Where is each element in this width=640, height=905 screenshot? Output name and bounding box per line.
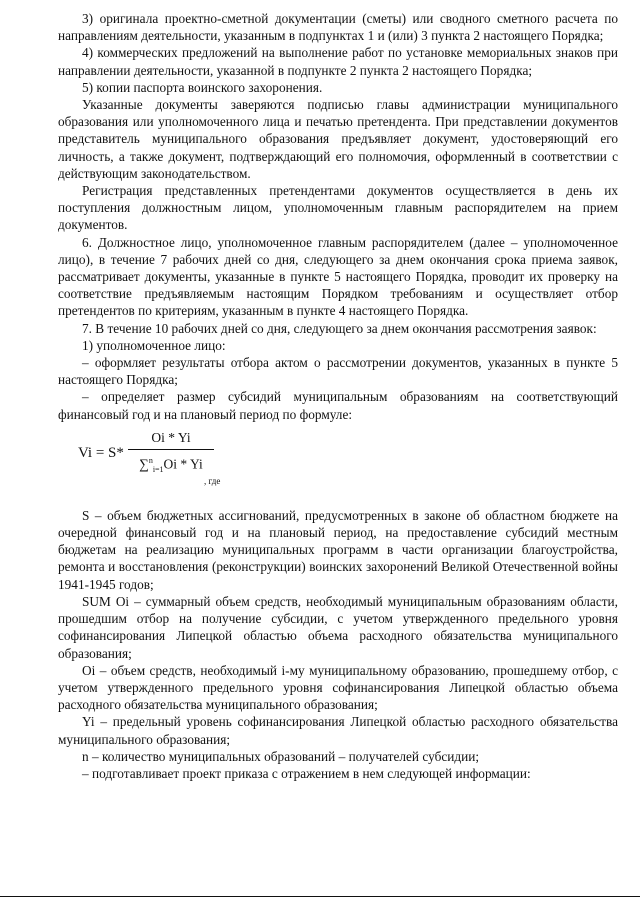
denominator-term: Oi * Yi xyxy=(163,456,203,472)
paragraph-authorized-person: 1) уполномоченное лицо: xyxy=(82,337,226,353)
sum-lower-limit: i=1 xyxy=(152,465,164,475)
paragraph-registration: Регистрация представленных претендентами документов осуществляется в день их поступления должностным лицом, уполномоченным главным распорядителем на прием документов. xyxy=(58,183,618,233)
formula-fraction xyxy=(128,429,214,479)
paragraph-item-4: 4) коммерческих предложений на выполнение работ по установке мемориальных знаков при направлении деятельности, указанной в подпункте 2 пункта 2 настоящего Порядка; xyxy=(58,45,618,78)
fraction-bar xyxy=(128,449,214,450)
paragraph-section-6: 6. Должностное лицо, уполномоченное главным распорядителем (далее – уполномоченное лицо), в течение 7 рабочих дней со дня, следующего за днем окончания срока приема заявок, рассматривает документы, указанные в пункте 5 настоящего Порядка, проводит их проверку на соответствие предъявляемым настоящим Порядком требованиям и осуществляет отбор претендентов по критериям, указанным в пункте 4 настоящего Порядка. xyxy=(58,234,618,319)
paragraph-certification: Указанные документы заверяются подписью главы администрации муниципального образования или уполномоченного лица и печатью претендента. При представлении документов представитель муниципального образования предъявляет документ, удостоверяющий его личность, а также документ, подтверждающий его полномочия, оформленный в соответствии с действующим законодательством. xyxy=(58,97,618,181)
sum-symbol: ∑ xyxy=(139,456,149,472)
formula-denominator xyxy=(128,452,214,479)
page-bottom-rule xyxy=(0,896,640,897)
document-page xyxy=(58,10,618,782)
definition-oi: Oi – объем средств, необходимый i-му муниципальному образованию, прошедшему отбор, с учетом утвержденного предельного уровня софинансирования Липецкой областью объема расходного обязательства муниципального образования; xyxy=(58,662,618,713)
formula-lhs: Vi = S* xyxy=(78,444,124,461)
paragraph-order-draft: – подготавливает проект приказа с отражением в нем следующей информации: xyxy=(82,765,531,781)
definition-n: n – количество муниципальных образований – получателей субсидии; xyxy=(82,748,480,764)
paragraph-item-5: 5) копии паспорта воинского захоронения. xyxy=(82,79,323,95)
paragraph-act: – оформляет результаты отбора актом о рассмотрении документов, указанных в пункте 5 настоящего Порядка; xyxy=(58,355,618,388)
definition-sum-oi: SUM Oi – суммарный объем средств, необходимый муниципальным образованиям области, прошедшим отбор на получение субсидии, с учетом утвержденного предельного уровня софинансирования Липецкой областью объема расходного обязательства муниципального образования; xyxy=(58,593,618,661)
paragraph-subsidy-size: – определяет размер субсидий муниципальным образованиям на соответствующий финансовый год и на плановый период по формуле: xyxy=(58,389,618,422)
formula-numerator: Oi * Yi xyxy=(151,429,191,445)
paragraph-section-7: 7. В течение 10 рабочих дней со дня, следующего за днем окончания рассмотрения заявок: xyxy=(82,320,597,336)
definition-s: S – объем бюджетных ассигнований, предусмотренных в законе об областном бюджете на очередной финансовый год и на плановый период, на предоставление субсидий местным бюджетам на реализацию муниципальных программ в части организации благоустройства, ремонта и восстановления (реконструкции) воинских захоронений Великой Отечественной войны 1941-1945 годов; xyxy=(58,507,618,592)
formula-suffix: , где xyxy=(204,475,221,486)
definition-yi: Yi – предельный уровень софинансирования Липецкой областью расходного обязательства муниципального образования; xyxy=(58,714,618,747)
paragraph-item-3: 3) оригинала проектно-сметной документации (сметы) или сводного сметного расчета по направлениям деятельности, указанным в подпунктах 1 и (или) 3 пункта 2 настоящего Порядка; xyxy=(58,11,618,44)
subsidy-formula xyxy=(58,429,618,503)
sum-upper-limit: n xyxy=(148,455,153,465)
